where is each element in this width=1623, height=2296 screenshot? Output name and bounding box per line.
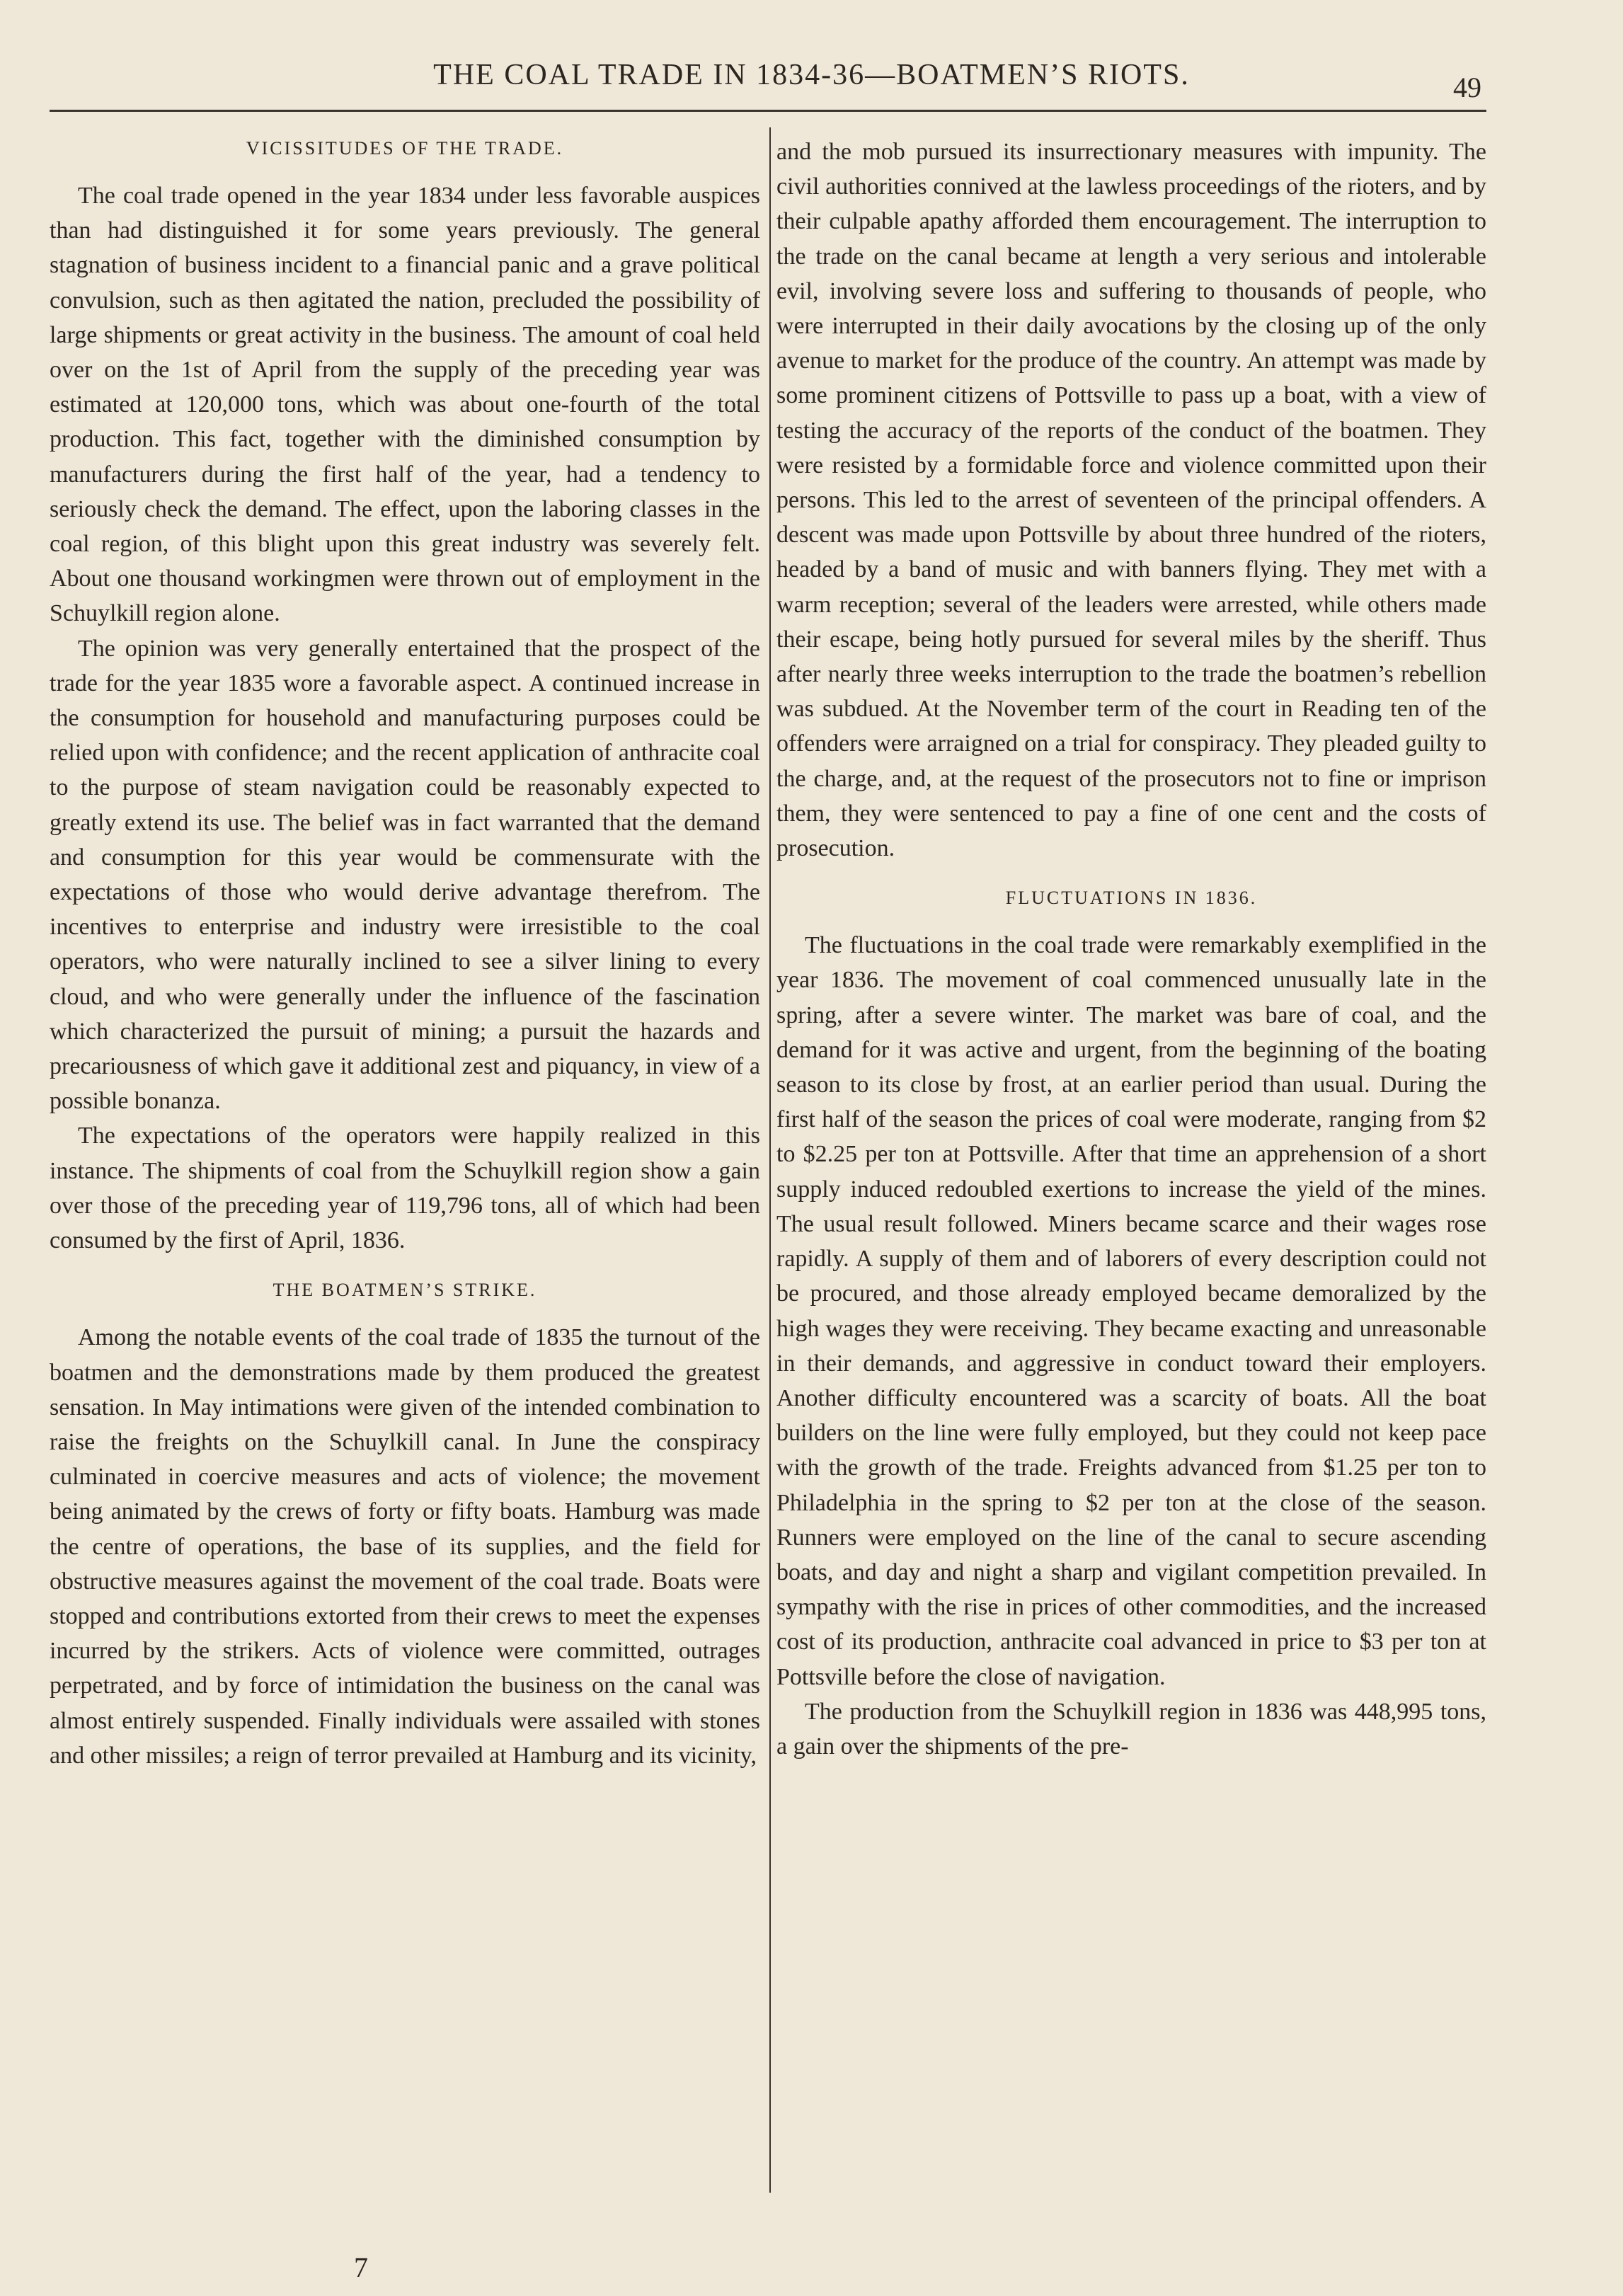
column-divider	[769, 127, 771, 2193]
section-heading-vicissitudes: VICISSITUDES OF THE TRADE.	[246, 138, 564, 159]
paragraph-mob-pursued: and the mob pursued its insurrectionary measures with impunity. The civil authorities connived at the lawless proceedings of the rioters, and by their culpable apathy afforded them encouragement. The interruption to the trade on the canal became at length a very serious and intolerable evil, involving severe loss and suffering to thousands of people, who were interrupted in their daily avocations by the closing up of the only avenue to market for the produce of the country. An attempt was made by some prominent citizens of Pottsville to pass up a boat, with a view of testing the accuracy of the reports of the conduct of the boatmen. They were resisted by a formidable force and violence committed upon their persons. This led to the arrest of seventeen of the principal offenders. A descent was made upon Pottsville by about three hundred of the rioters, headed by a band of music and with banners flying. They met with a warm reception; several of the leaders were arrested, while others made their escape, being hotly pursued for several miles by the sheriff. Thus after nearly three weeks interruption to the trade the boatmen’s rebellion was subdued. At the November term of the court in Reading ten of the offenders were arraigned on a trial for conspiracy. They pleaded guilty to the charge, and, at the request of the prosecutors not to fine or imprison them, they were sentenced to pay a fine of one cent and the costs of prosecution.	[776, 139, 1486, 862]
paragraph-prospect-1835: The opinion was very generally entertained that the prospect of the trade for the year 1835 wore a favorable aspect. A continued increase in the consumption for household and manufacturing purposes could be relied upon with confidence; and the recent application of anthracite coal to the purpose of steam navigation could be reasonably expected to greatly extend its use. The belief was in fact warranted that the demand and consumption for this year would be commensurate with the expectations of those who would derive advantage therefrom. The incentives to enterprise and industry were irresistible to the coal operators, who were naturally inclined to see a silver lining to every cloud, and who were generally under the influence of the fascination which characterized the pursuit of mining; a pursuit the hazards and precariousness of which gave it additional zest and piquancy, in view of a possible bonanza.	[50, 635, 760, 1115]
right-column	[776, 134, 1486, 1764]
signature-folio: 7	[354, 2251, 368, 2283]
paragraph-boatmen-turnout: Among the notable events of the coal trade of 1835 the turnout of the boatmen and the demonstrations made by them produced the greatest sensation. In May intimations were given of the intended combination to raise the freights on the Schuylkill canal. In June the conspiracy culminated in coercive measures and acts of violence; the movement being animated by the crews of forty or fifty boats. Hamburg was made the centre of operations, the base of its supplies, and the field for obstructive measures against the movement of the coal trade. Boats were stopped and contributions extorted from their crews to meet the expenses incurred by the strikers. Acts of violence were committed, outrages perpetrated, and by force of intimidation the business on the canal was almost entirely suspended. Finally individuals were assailed with stones and other missiles; a reign of terror prevailed at Hamburg and its vicinity,	[50, 1324, 760, 1769]
page-number: 49	[1453, 71, 1481, 103]
header-rule	[50, 110, 1486, 112]
running-header-title: THE COAL TRADE IN 1834-36—BOATMEN’S RIOTS.	[433, 59, 1190, 91]
section-heading-boatmens-strike: THE BOATMEN’S STRIKE.	[273, 1280, 537, 1301]
paragraph-production-1836: The production from the Schuylkill region in 1836 was 448,995 tons, a gain over the shipments of the pre-	[776, 1698, 1486, 1760]
paragraph-trade-opened-1834: The coal trade opened in the year 1834 under less favorable auspices than had distinguished it for some years previously. The general stagnation of business incident to a financial panic and a grave political convulsion, such as then agitated the nation, precluded the possibility of large shipments or great activity in the business. The amount of coal held over on the 1st of April from the supply of the preceding year was estimated at 120,000 tons, which was about one-fourth of the total production. This fact, together with the diminished consumption by manufacturers during the first half of the year, had a tendency to seriously check the demand. The effect, upon the laboring classes in the coal region, of this blight upon this great industry was severely felt. About one thousand workingmen were thrown out of employment in the Schuylkill region alone.	[50, 183, 760, 627]
section-heading-fluctuations-1836: FLUCTUATIONS IN 1836.	[1005, 888, 1258, 909]
paragraph-expectations-realized: The expectations of the operators were happily realized in this instance. The shipments of coal from the Schuylkill region show a gain over those of the preceding year of 119,796 tons, all of which had been consumed by the first of April, 1836.	[50, 1123, 760, 1254]
left-column	[50, 134, 760, 1773]
paragraph-fluctuations: The fluctuations in the coal trade were remarkably exemplified in the year 1836. The movement of coal commenced unusually late in the spring, after a severe winter. The market was bare of coal, and the demand for it was active and urgent, from the beginning of the boating season to its close by frost, at an earlier period than usual. During the first half of the season the prices of coal were moderate, ranging from $2 to $2.25 per ton at Pottsville. After that time an apprehension of a short supply induced redoubled exertions to increase the yield of the mines. The usual result followed. Miners became scarce and their wages rose rapidly. A supply of them and of laborers of every description could not be procured, and those already employed became demoralized by the high wages they were receiving. They became exacting and unreasonable in their demands, and aggressive in conduct toward their employers. Another difficulty encountered was a scarcity of boats. All the boat builders on the line were fully employed, but they could not keep pace with the growth of the trade. Freights advanced from $1.25 per ton to Philadelphia in the spring to $2 per ton at the close of the season. Runners were employed on the line of the canal to secure ascending boats, and day and night a sharp and vigilant competition prevailed. In sympathy with the rise in prices of other commodities, and the increased cost of its production, anthracite coal advanced in price to $3 per ton at Pottsville before the close of navigation.	[776, 932, 1486, 1690]
